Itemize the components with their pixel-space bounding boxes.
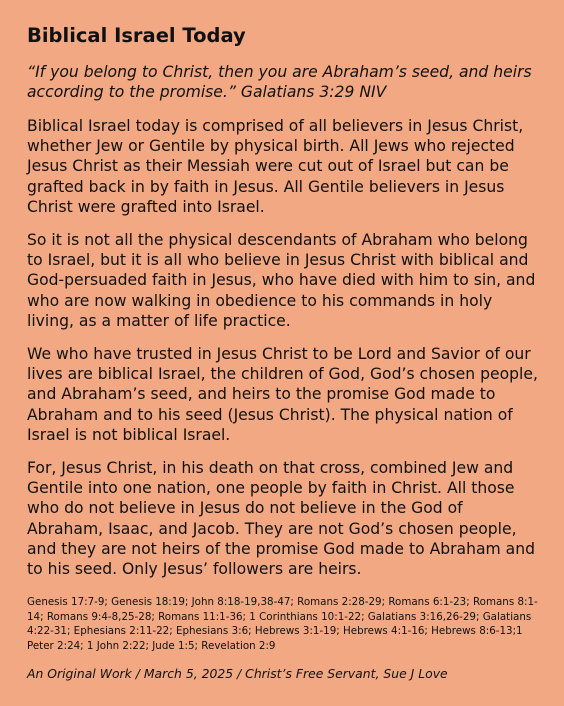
- scripture-quote: “If you belong to Christ, then you are Abraham’s seed, and heirs according to the promise.” Galatians 3:29 NIV: [27, 63, 532, 101]
- paragraph-3: We who have trusted in Jesus Christ to be Lord and Savior of our lives are biblical Israel, the children of God, God’s chosen people, and Abraham’s seed, and heirs to the promise God made to Abraham and to his seed (Jesus Christ). The physical nation of Israel is not biblical Israel.: [27, 345, 538, 444]
- paragraph-4: For, Jesus Christ, in his death on that cross, combined Jew and Gentile into one nation, one people by faith in Christ. All those who do not believe in Jesus do not believe in the God of Abraham, Isaac, and Jacob. They are not God’s chosen people, and they are not heirs of the promise God made to Abraham and to his seed. Only Jesus’ followers are heirs.: [27, 459, 536, 579]
- author-footer: An Original Work / March 5, 2025 / Christ’s Free Servant, Sue J Love: [27, 665, 448, 681]
- paragraph-2: So it is not all the physical descendants of Abraham who belong to Israel, but it is all who believe in Jesus Christ with biblical and God-persuaded faith in Jesus, who have died with him to sin, and who are now walking in obedience to his commands in holy living, as a matter of life practice.: [27, 231, 536, 330]
- article-title: Biblical Israel Today: [27, 24, 246, 47]
- scripture-references: Genesis 17:7-9; Genesis 18:19; John 8:18-19,38-47; Romans 2:28-29; Romans 6:1-23; Romans 8:1-14; Romans 9:4-8,25-28; Romans 11:1-36; 1 Corinthians 10:1-22; Galatians 3:16,26-29; Galatians 4:22-31; Ephesians 2:11-22; Ephesians 3:6; Hebrews 3:1-19; Hebrews 4:1-16; Hebrews 8:6-13;1 Peter 2:24; 1 John 2:22; Jude 1:5; Revelation 2:9: [27, 596, 538, 653]
- paragraph-1: Biblical Israel today is comprised of all believers in Jesus Christ, whether Jew or Gentile by physical birth. All Jews who rejected Jesus Christ as their Messiah were cut out of Israel but can be grafted back in by faith in Jesus. All Gentile believers in Jesus Christ were grafted into Israel.: [27, 117, 524, 216]
